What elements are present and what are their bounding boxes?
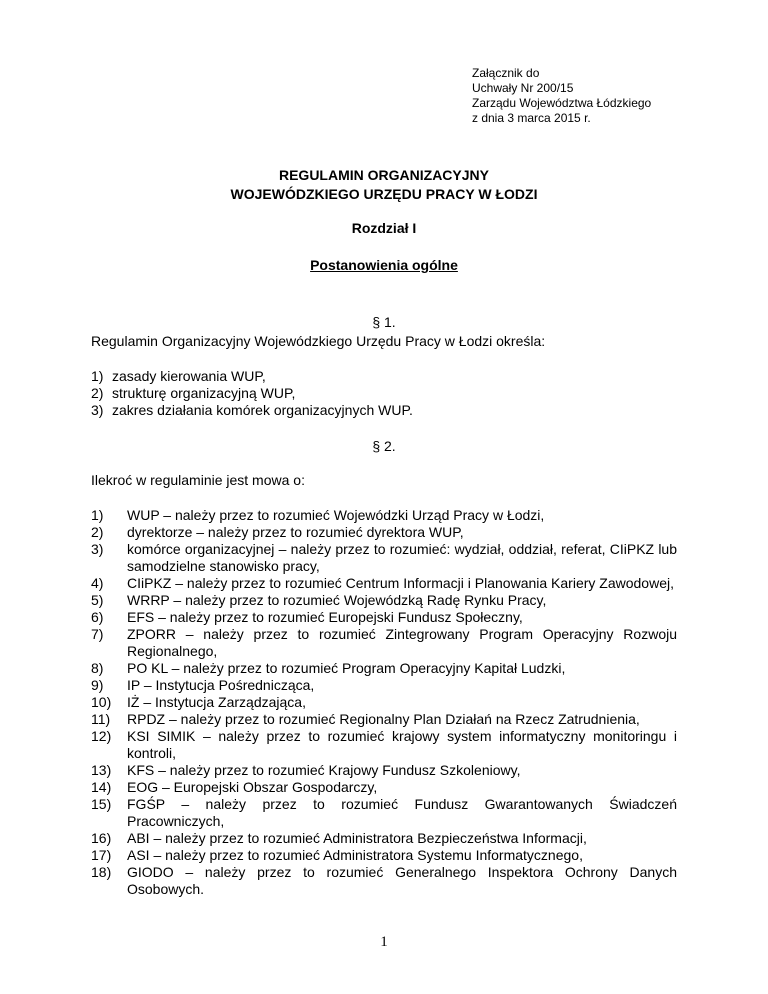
list-item-text: zasady kierowania WUP, xyxy=(112,368,266,384)
section-2-intro: Ilekroć w regulaminie jest mowa o: xyxy=(91,472,305,488)
chapter-heading: Rozdział I xyxy=(351,220,417,236)
page-number: 1 xyxy=(380,934,388,950)
chapter-subheading: Postanowienia ogólne xyxy=(310,257,458,273)
list-item-text: CIiPKZ – należy przez to rozumieć Centrum Informacji i Planowania Kariery Zawodowej, xyxy=(127,575,674,591)
list-item-number: 2) xyxy=(91,385,104,401)
list-item-number: 1) xyxy=(91,368,104,384)
list-item-text: FGŚP – należy przez to rozumieć Fundusz Gwarantowanych Świadczeń Pracowniczych, xyxy=(127,796,677,829)
section-1-list xyxy=(91,368,677,419)
list-item-number: 7) xyxy=(91,626,104,642)
attachment-line: z dnia 3 marca 2015 r. xyxy=(472,111,591,125)
list-item-text: komórce organizacyjnej – należy przez to rozumieć: wydział, oddział, referat, CIiPKZ lub samodzielne stanowisko pracy, xyxy=(127,541,677,574)
section-2-mark: § 2. xyxy=(372,438,396,454)
list-item-number: 2) xyxy=(91,524,104,540)
list-item xyxy=(91,694,677,711)
list-item-number: 4) xyxy=(91,575,104,591)
title-line-1: REGULAMIN ORGANIZACYJNY xyxy=(278,167,489,183)
list-item-text: dyrektorze – należy przez to rozumieć dyrektora WUP, xyxy=(127,524,464,540)
list-item xyxy=(91,385,677,402)
title-line-2: WOJEWÓDZKIEGO URZĘDU PRACY W ŁODZI xyxy=(230,186,538,202)
attachment-line: Zarządu Województwa Łódzkiego xyxy=(472,96,652,110)
section-1-intro: Regulamin Organizacyjny Wojewódzkiego Urzędu Pracy w Łodzi określa: xyxy=(91,333,546,349)
list-item-text: KFS – należy przez to rozumieć Krajowy Fundusz Szkoleniowy, xyxy=(127,762,521,778)
list-item xyxy=(91,575,677,592)
attachment-line: Uchwały Nr 200/15 xyxy=(472,81,574,95)
list-item xyxy=(91,864,677,898)
list-item xyxy=(91,524,677,541)
list-item xyxy=(91,626,677,660)
list-item xyxy=(91,368,677,385)
list-item-number: 9) xyxy=(91,677,104,693)
list-item-number: 16) xyxy=(91,830,112,846)
list-item-number: 14) xyxy=(91,779,112,795)
list-item xyxy=(91,728,677,762)
list-item-text: ZPORR – należy przez to rozumieć Zintegrowany Program Operacyjny Rozwoju Regionalnego, xyxy=(127,626,677,659)
list-item-text: WUP – należy przez to rozumieć Wojewódzki Urząd Pracy w Łodzi, xyxy=(127,507,545,523)
list-item-number: 15) xyxy=(91,796,112,812)
list-item-text: WRRP – należy przez to rozumieć Wojewódzką Radę Rynku Pracy, xyxy=(127,592,547,608)
list-item-number: 12) xyxy=(91,728,112,744)
list-item xyxy=(91,507,677,524)
list-item xyxy=(91,609,677,626)
list-item-text: EFS – należy przez to rozumieć Europejski Fundusz Społeczny, xyxy=(127,609,523,625)
section-1-mark: § 1. xyxy=(372,314,396,330)
list-item-text: PO KL – należy przez to rozumieć Program Operacyjny Kapitał Ludzki, xyxy=(127,660,566,676)
list-item-text: ABI – należy przez to rozumieć Administratora Bezpieczeństwa Informacji, xyxy=(127,830,587,846)
attachment-line: Załącznik do xyxy=(472,66,540,80)
list-item-number: 3) xyxy=(91,402,104,418)
list-item-text: KSI SIMIK – należy przez to rozumieć krajowy system informatyczny monitoringu i kontroli, xyxy=(127,728,677,761)
list-item-text: RPDZ – należy przez to rozumieć Regionalny Plan Działań na Rzecz Zatrudnienia, xyxy=(127,711,640,727)
section-2-list xyxy=(91,507,677,898)
list-item xyxy=(91,796,677,830)
list-item-number: 5) xyxy=(91,592,104,608)
list-item-number: 8) xyxy=(91,660,104,676)
list-item xyxy=(91,402,677,419)
list-item xyxy=(91,592,677,609)
list-item xyxy=(91,779,677,796)
list-item-text: IŻ – Instytucja Zarządzająca, xyxy=(127,694,306,710)
list-item-number: 17) xyxy=(91,847,112,863)
list-item xyxy=(91,762,677,779)
list-item-number: 3) xyxy=(91,541,104,557)
list-item-text: zakres działania komórek organizacyjnych WUP. xyxy=(112,402,413,418)
document-title xyxy=(0,166,768,204)
list-item-text: IP – Instytucja Pośrednicząca, xyxy=(127,677,315,693)
list-item-number: 18) xyxy=(91,864,112,880)
list-item-text: ASI – należy przez to rozumieć Administratora Systemu Informatycznego, xyxy=(127,847,583,863)
list-item xyxy=(91,660,677,677)
attachment-note xyxy=(472,66,651,126)
list-item-number: 6) xyxy=(91,609,104,625)
list-item xyxy=(91,711,677,728)
list-item-text: strukturę organizacyjną WUP, xyxy=(112,385,296,401)
list-item-text: EOG – Europejski Obszar Gospodarczy, xyxy=(127,779,378,795)
list-item xyxy=(91,677,677,694)
list-item-number: 1) xyxy=(91,507,104,523)
list-item xyxy=(91,830,677,847)
list-item-number: 11) xyxy=(91,711,111,727)
list-item xyxy=(91,541,677,575)
list-item-text: GIODO – należy przez to rozumieć Generalnego Inspektora Ochrony Danych Osobowych. xyxy=(127,864,677,897)
list-item-number: 13) xyxy=(91,762,112,778)
list-item-number: 10) xyxy=(91,694,112,710)
list-item xyxy=(91,847,677,864)
